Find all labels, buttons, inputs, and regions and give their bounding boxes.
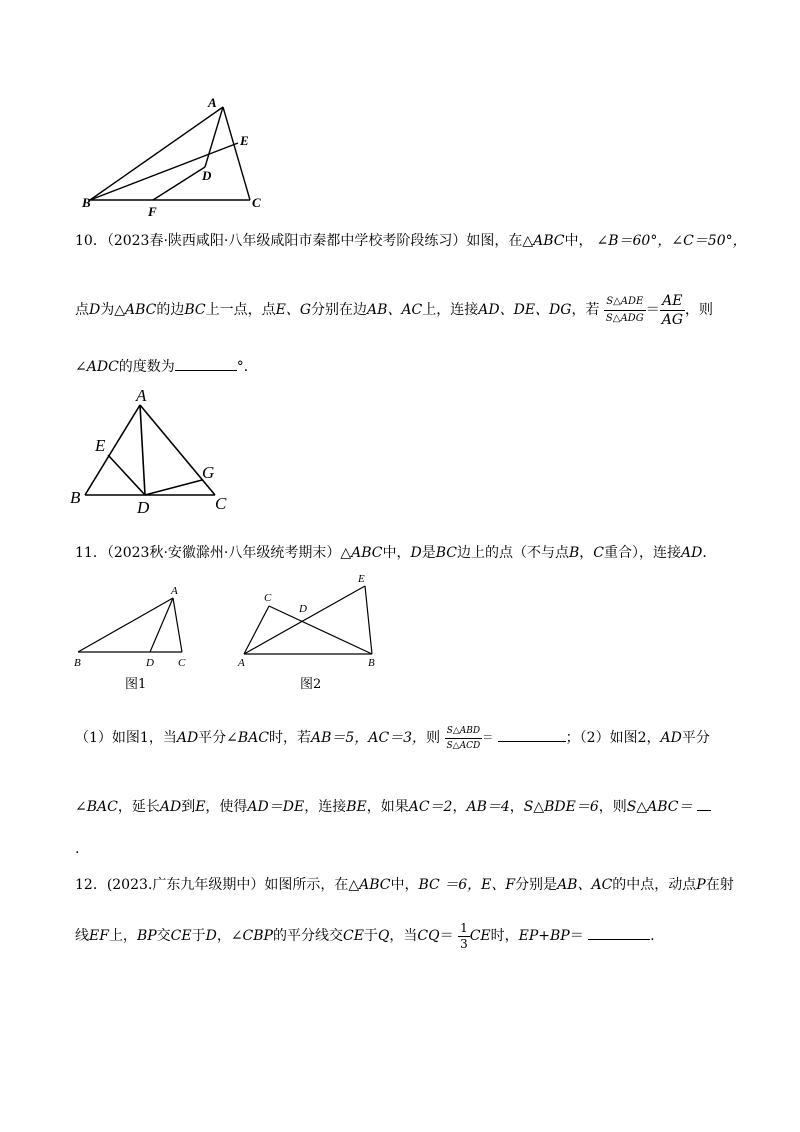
label-C: C xyxy=(252,195,261,210)
label-B: B xyxy=(368,657,375,668)
q12-one-third-fraction: $\frac{1}{3}$ xyxy=(460,920,468,951)
q11-figure-1-caption: 图1 xyxy=(125,677,147,692)
q11-line1: 11．（2023秋·安徽滁州·八年级统考期末）△ABC中，D是BC边上的点（不与点B，C重合），连接AD． xyxy=(75,545,717,561)
q11-area-ratio-fraction: $\frac{\text{S△ABD}}{\text{S△ACD}}$ xyxy=(446,725,481,751)
q12-line1: 12．(2023.广东九年级期中）如图所示，在△ABC中，BC ＝6，E、F分别是AB、AC的中点，动点P在射 xyxy=(75,877,734,893)
label-A: A xyxy=(171,585,178,597)
label-A: A xyxy=(136,386,147,405)
q11-part1-line: （1）如图1，当AD平分∠BAC时，若AB＝5，AC＝3，则 $\frac{\text{S△ABD}}{\text{S△ACD}}$ ＝ ；（2）如图2，AD平分 xyxy=(75,725,710,751)
q11-part1-answer-blank[interactable] xyxy=(498,741,566,742)
q10-figure xyxy=(70,385,240,520)
label-A: A xyxy=(238,657,245,668)
q11-trailing-dot: . xyxy=(75,841,80,857)
top-triangle-figure xyxy=(80,95,270,220)
label-E: E xyxy=(95,436,106,455)
q11-part2-line: ∠BAC，延长AD到E，使得AD＝DE，连接BE，如果AC＝2，AB＝4，S△BDE＝6，则S△ABC＝ xyxy=(75,798,711,816)
q10-line3: ∠ADC的度数为 °． xyxy=(75,359,258,375)
label-C: C xyxy=(178,657,186,669)
label-D: D xyxy=(146,657,154,669)
label-C: C xyxy=(264,592,272,604)
q11-part2-answer-blank[interactable] xyxy=(697,810,711,811)
label-B: B xyxy=(82,195,91,210)
q11-figure-1 xyxy=(70,580,200,670)
q12-answer-blank[interactable] xyxy=(588,939,650,940)
label-B: B xyxy=(70,488,81,507)
label-B: B xyxy=(74,657,81,669)
label-E: E xyxy=(240,133,249,148)
q12-line2: 线EF上，BP交CE于D，∠CBP的平分线交CE于Q，当CQ＝ $\frac{1}{3}$ CE时，EP+BP＝ . xyxy=(75,920,655,951)
q10-line1: 10．（2023春·陕西咸阳·八年级咸阳市秦都中学校考阶段练习）如图，在△ABC中， ∠B＝60°，∠C＝50°， xyxy=(75,233,747,249)
label-D: D xyxy=(137,498,150,517)
label-F: F xyxy=(148,204,157,219)
label-E: E xyxy=(358,573,365,585)
q10-side-ratio-fraction: $\frac{AE}{AG}$ xyxy=(661,292,683,328)
label-A: A xyxy=(208,95,217,110)
label-G: G xyxy=(202,463,215,482)
q11-figure-2 xyxy=(232,568,392,668)
q10-line2: 点D为△ABC的边BC上一点，点E、G分别在边AB、AC上，连接AD、DE、DG，若 $\frac{\text{S△ADE}}{\text{S△ADG}}$ ＝ $\frac{AE}{AG}$ ，则 xyxy=(75,292,713,328)
q11-figure-2-caption: 图2 xyxy=(300,677,322,692)
label-C: C xyxy=(215,494,227,513)
q10-answer-blank[interactable] xyxy=(175,370,237,371)
label-D: D xyxy=(202,168,212,183)
q10-area-ratio-fraction: $\frac{\text{S△ADE}}{\text{S△ADG}}$ xyxy=(605,295,644,324)
label-D: D xyxy=(299,603,307,615)
